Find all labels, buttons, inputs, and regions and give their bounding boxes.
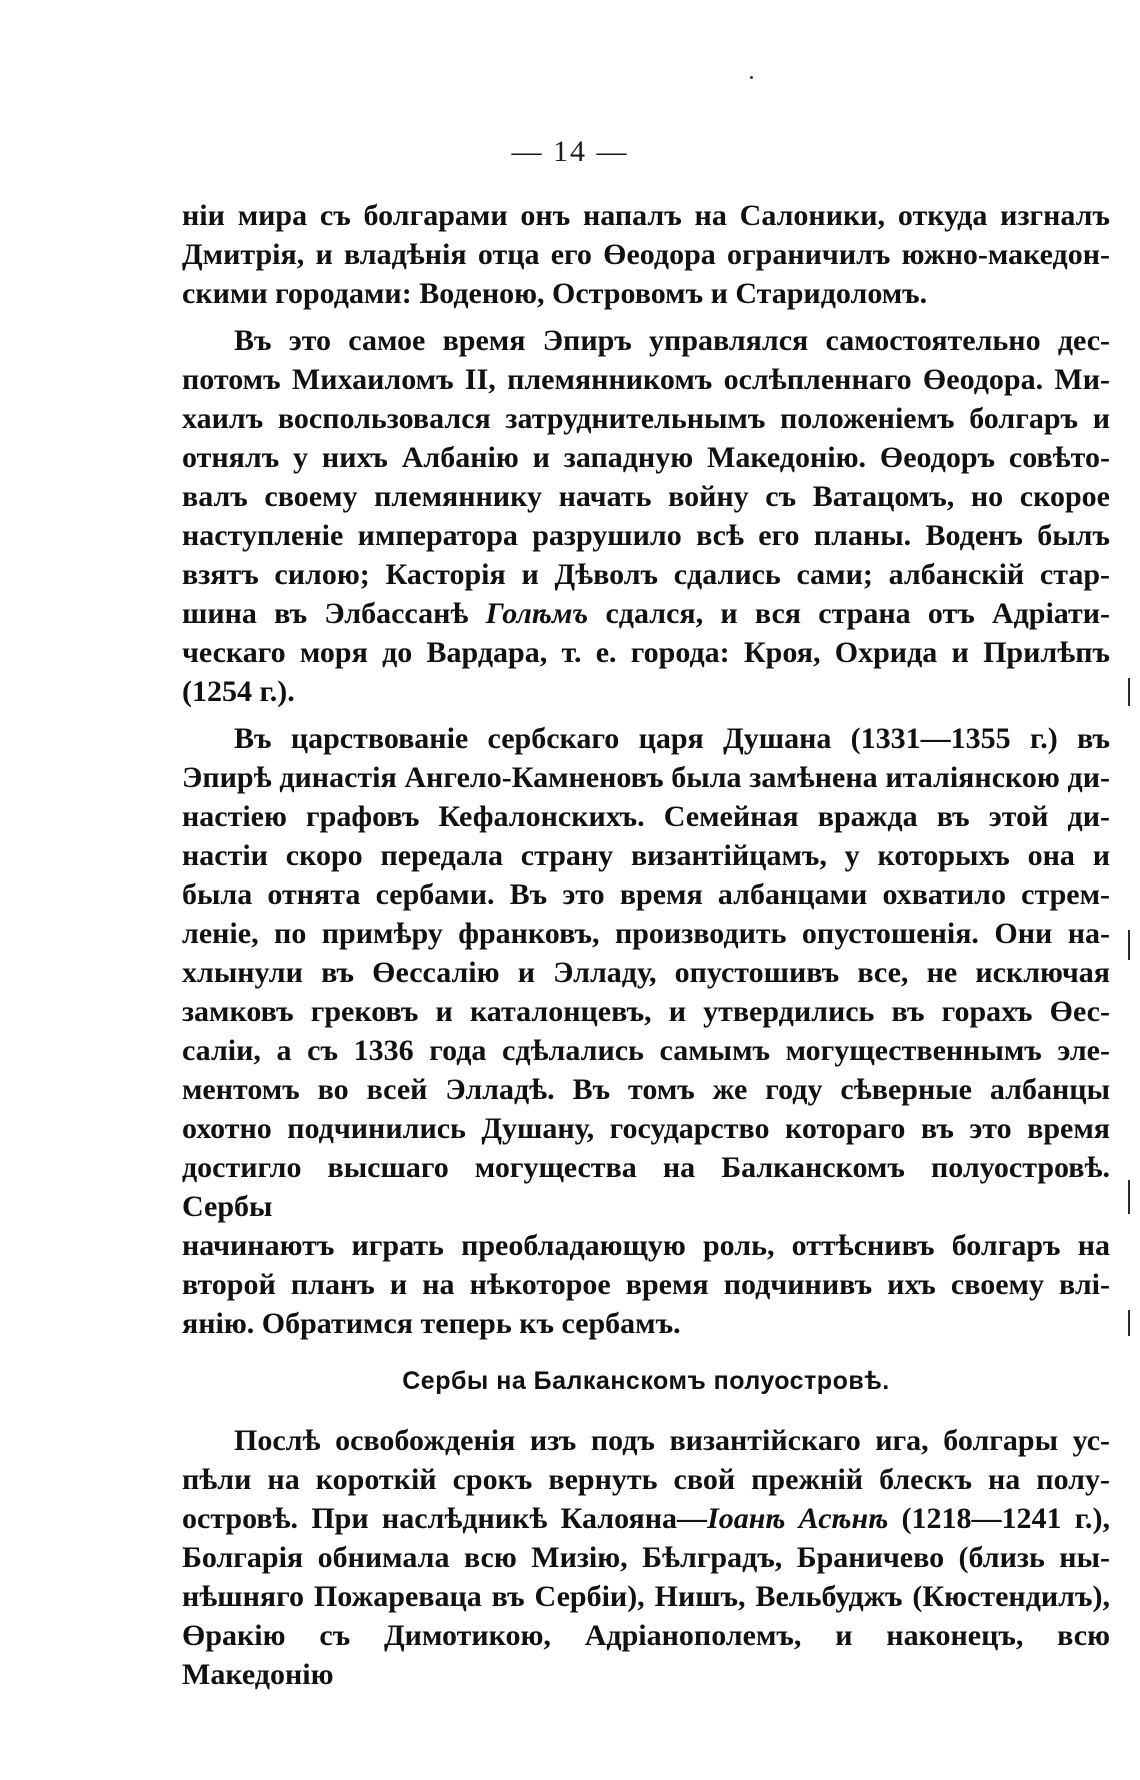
body-text — [182, 196, 1110, 1694]
text-line: хлынули въ Өессалію и Элладу, опустошивъ все, не исключая — [182, 956, 1110, 989]
text-fragment: (1218—1241 г.), — [888, 1502, 1111, 1535]
text-line: охотно подчинились Душану, государство котораго въ это время — [182, 1112, 1110, 1145]
text-line: наступленіе императора разрушило всѣ его планы. Воденъ былъ — [182, 519, 1110, 552]
text-line: хаилъ воспользовался затруднительнымъ положеніемъ болгаръ и — [182, 402, 1110, 435]
text-line: Послѣ освобожденія изъ подъ византійскаго ига, болгары ус- — [234, 1424, 1110, 1457]
text-line: настіею графовъ Кефалонскихъ. Семейная вражда въ этой ди- — [182, 800, 1110, 833]
paragraph-2 — [182, 321, 1110, 711]
italic-name: Голѣмъ — [485, 597, 589, 630]
text-line: ментомъ во всей Элладѣ. Въ томъ же году сѣверные албанцы — [182, 1073, 1110, 1106]
text-line: ческаго моря до Вардара, т. е. города: Кроя, Охрида и Прилѣпъ — [182, 636, 1110, 669]
text-line: замковъ грековъ и каталонцевъ, и утвердились въ горахъ Өес- — [182, 995, 1110, 1028]
page-edge-mark — [1128, 1310, 1130, 1336]
section-heading: Сербы на Балканскомъ полуостровѣ. — [402, 1367, 890, 1395]
text-fragment: сдался, и вся страна отъ Адріати- — [605, 597, 1111, 630]
text-line: Болгарія обнимала всю Мизію, Бѣлградъ, Браничево (близь ны- — [182, 1541, 1110, 1574]
text-line: второй планъ и на нѣкоторое время подчинивъ ихъ своему влі- — [182, 1268, 1110, 1301]
text-line: янію. Обратимся теперь къ сербамъ. — [182, 1307, 681, 1340]
text-line: настіи скоро передала страну византійцамъ, у которыхъ она и — [182, 839, 1110, 872]
text-line: достигло высшаго могущества на Балканскомъ полуостровѣ. Сербы — [182, 1151, 1110, 1223]
print-speck — [750, 76, 753, 79]
text-line: леніе, по примѣру франковъ, производить опустошенія. Они на- — [182, 917, 1110, 950]
text-line: потомъ Михаиломъ II, племянникомъ ослѣпленнаго Өеодора. Ми- — [182, 363, 1110, 396]
text-line — [182, 594, 1110, 633]
text-line: нѣшняго Пожареваца въ Сербіи), Нишъ, Вельбуджъ (Кюстендилъ), — [182, 1580, 1110, 1613]
text-line: начинаютъ играть преобладающую роль, оттѣснивъ болгаръ на — [182, 1229, 1110, 1262]
text-line: Өракію съ Димотикою, Адріанополемъ, и наконецъ, всю Македонію — [182, 1619, 1110, 1691]
text-line: Въ это самое время Эпиръ управлялся самостоятельно дес- — [234, 324, 1110, 357]
page-edge-mark — [1128, 1180, 1130, 1214]
text-line: Эпирѣ династія Ангело-Камненовъ была замѣнена италіянскою ди- — [182, 761, 1110, 794]
text-line: была отнята сербами. Въ это время албанцами охватило стрем- — [182, 878, 1110, 911]
italic-name: Іоанѣ Асѣнѣ — [707, 1502, 889, 1535]
text-line: отнялъ у нихъ Албанію и западную Македонію. Өеодоръ совѣто- — [182, 441, 1110, 474]
page-edge-mark — [1128, 930, 1130, 960]
text-fragment: шина въ Элбассанѣ — [182, 597, 469, 630]
text-line: взятъ силою; Касторія и Дѣволъ сдались сами; албанскій стар- — [182, 558, 1110, 591]
text-line: пѣли на короткій срокъ вернуть свой прежній блескъ на полу- — [182, 1463, 1110, 1496]
paragraph-3 — [182, 719, 1110, 1343]
paragraph-4 — [182, 1421, 1110, 1694]
text-line: валъ своему племяннику начать войну съ Ватацомъ, но скорое — [182, 480, 1110, 513]
text-line — [182, 1499, 1110, 1538]
text-line: скими городами: Воденою, Островомъ и Старидоломъ. — [182, 277, 928, 310]
paragraph-1 — [182, 196, 1110, 313]
page-number: — 14 — — [511, 135, 629, 168]
text-line: Дмитрія, и владѣнія отца его Өеодора ограничилъ южно-македон- — [182, 238, 1110, 271]
text-line: ніи мира съ болгарами онъ напалъ на Салоники, откуда изгналъ — [182, 199, 1110, 232]
text-line: саліи, а съ 1336 года сдѣлались самымъ могущественнымъ эле- — [182, 1034, 1110, 1067]
text-fragment: островѣ. При наслѣдникѣ Калояна— — [182, 1502, 708, 1535]
text-line: Въ царствованіе сербскаго царя Душана (1331—1355 г.) въ — [234, 722, 1110, 755]
text-line: (1254 г.). — [182, 675, 295, 708]
page-edge-mark — [1128, 678, 1130, 706]
